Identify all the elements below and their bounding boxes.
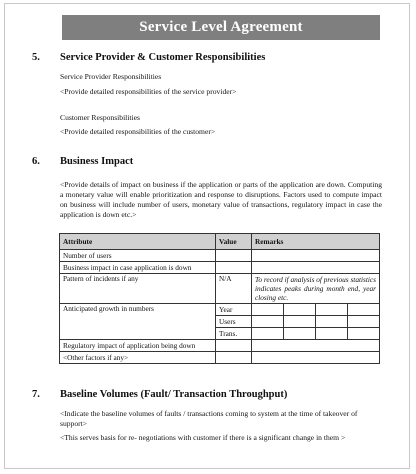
table-cell (216, 340, 252, 352)
table-cell (284, 316, 316, 328)
table-cell (284, 304, 316, 316)
table-cell (252, 262, 380, 274)
table-cell (252, 328, 284, 340)
growth-year-label: Year (216, 304, 252, 316)
table-cell (216, 352, 252, 364)
customer-responsibilities-label: Customer Responsibilities (60, 113, 140, 122)
table-row (60, 304, 380, 316)
table-row (60, 340, 380, 352)
table-row (60, 352, 380, 364)
table-cell (216, 262, 252, 274)
baseline-volumes-note: <This serves basis for re- negotiations with customer if there is a significant change in them > (60, 433, 346, 442)
baseline-volumes-instruction: <Indicate the baseline volumes of faults / transactions coming to system at the time of takeover of support> (60, 409, 358, 428)
section-7-number: 7. (32, 389, 40, 400)
value-column-header: Value (216, 234, 252, 250)
section-6-title: Business Impact (60, 156, 134, 167)
business-impact-table (59, 233, 380, 364)
table-cell (284, 328, 316, 340)
table-cell (252, 340, 380, 352)
incident-remark-cell: To record if analysis of previous statistics indicates peaks during month end, year closing etc. (252, 274, 380, 304)
row-label-other: <Other factors if any> (60, 352, 216, 364)
business-impact-paragraph: <Provide details of impact on business if the application or parts of the application are down. Computing a monetary value will enable prioritization and response to disruptions. Factors used to compute impact on business will include number of users, monetary value of transactions, regulatory impact in case the application is down etc.> (60, 180, 382, 219)
row-label-regulatory: Regulatory impact of application being down (60, 340, 216, 352)
section-5-number: 5. (32, 52, 40, 63)
growth-users-label: Users (216, 316, 252, 328)
table-cell (252, 250, 380, 262)
table-cell (316, 328, 348, 340)
table-cell (348, 316, 380, 328)
service-provider-responsibilities-placeholder: <Provide detailed responsibilities of the service provider> (60, 87, 237, 96)
table-row (60, 250, 380, 262)
table-header-row (60, 234, 380, 250)
table-cell (216, 250, 252, 262)
row-label-business-down: Business impact in case application is down (60, 262, 216, 274)
row-label-incident-pattern: Pattern of incidents if any (60, 274, 216, 304)
table-row (60, 262, 380, 274)
table-cell (252, 316, 284, 328)
document-title: Service Level Agreement (139, 19, 303, 35)
table-cell (316, 316, 348, 328)
customer-responsibilities-placeholder: <Provide detailed responsibilities of the customer> (60, 127, 216, 136)
document-title-banner (62, 15, 380, 40)
table-cell (252, 352, 380, 364)
growth-trans-label: Trans. (216, 328, 252, 340)
table-cell (348, 328, 380, 340)
remarks-column-header: Remarks (252, 234, 380, 250)
section-6-number: 6. (32, 156, 40, 167)
service-provider-responsibilities-label: Service Provider Responsibilities (60, 72, 162, 81)
table-cell (348, 304, 380, 316)
incident-value-cell: N/A (216, 274, 252, 304)
attribute-column-header: Attribute (60, 234, 216, 250)
section-5-title: Service Provider & Customer Responsibilities (60, 52, 266, 63)
section-7-title: Baseline Volumes (Fault/ Transaction Throughput) (60, 389, 288, 400)
table-cell (316, 304, 348, 316)
table-cell (252, 304, 284, 316)
table-row (60, 274, 380, 304)
row-label-users: Number of users (60, 250, 216, 262)
row-label-growth: Anticipated growth in numbers (60, 304, 216, 340)
